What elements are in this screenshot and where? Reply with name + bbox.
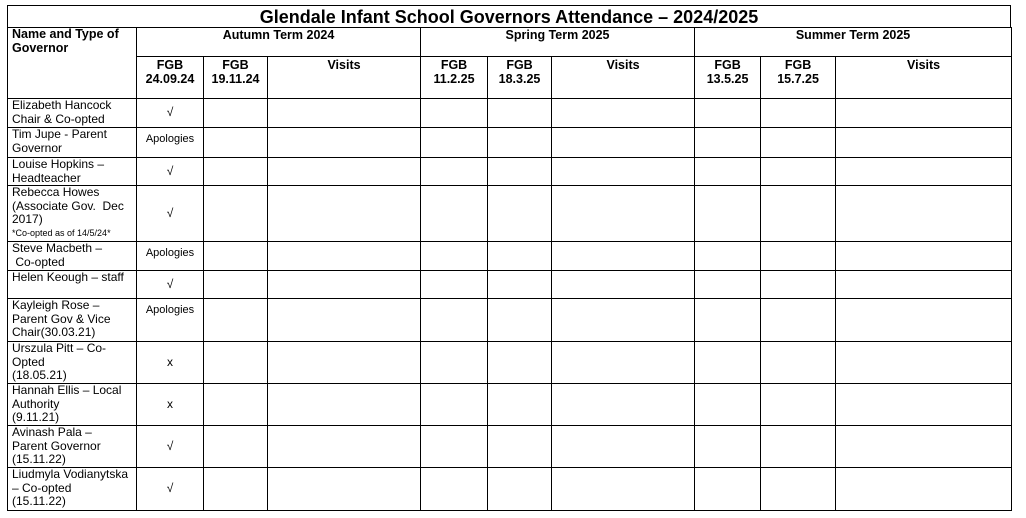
empty-cell: [836, 384, 1012, 426]
governor-name-line: (18.05.21): [12, 368, 67, 382]
empty-cell: [695, 271, 761, 299]
table-row: [8, 384, 1012, 426]
meeting-header: [488, 57, 552, 99]
term-header-autumn: Autumn Term 2024: [137, 28, 421, 57]
term-header-summer: Summer Term 2025: [695, 28, 1012, 57]
attendance-mark: x: [137, 342, 204, 384]
table-row: [8, 426, 1012, 468]
governor-name-cell: [8, 468, 137, 511]
table-row: [8, 158, 1012, 186]
empty-cell: [836, 342, 1012, 384]
empty-cell: [421, 186, 488, 242]
empty-cell: [488, 271, 552, 299]
empty-cell: [552, 99, 695, 128]
empty-cell: [695, 468, 761, 511]
governor-name-line: Chair(30.03.21): [12, 325, 96, 339]
governor-name-cell: [8, 128, 137, 158]
empty-cell: [488, 384, 552, 426]
empty-cell: [836, 426, 1012, 468]
empty-cell: [552, 186, 695, 242]
governor-name-line: Louise Hopkins –: [12, 157, 105, 171]
empty-cell: [488, 426, 552, 468]
visits-header: Visits: [268, 57, 421, 99]
empty-cell: [204, 426, 268, 468]
governor-name-cell: [8, 271, 137, 299]
meeting-header: [204, 57, 268, 99]
empty-cell: [204, 384, 268, 426]
empty-cell: [761, 342, 836, 384]
attendance-mark: √: [137, 99, 204, 128]
meeting-header: [421, 57, 488, 99]
governor-name-line: – Co-opted: [12, 480, 72, 495]
attendance-mark: √: [137, 468, 204, 511]
governor-name-line: (Associate Gov. Dec: [12, 198, 124, 213]
governor-note: *Co-opted as of 14/5/24*: [12, 227, 111, 238]
empty-cell: [268, 299, 421, 342]
empty-cell: [488, 128, 552, 158]
empty-cell: [761, 99, 836, 128]
empty-cell: [761, 158, 836, 186]
empty-cell: [836, 299, 1012, 342]
empty-cell: [268, 158, 421, 186]
table-row: [8, 271, 1012, 299]
visits-header: Visits: [552, 57, 695, 99]
meeting-date-label: FGB 24.09.24: [145, 58, 195, 86]
empty-cell: [421, 99, 488, 128]
governor-name-cell: [8, 242, 137, 271]
empty-cell: [552, 299, 695, 342]
governor-name-line: Opted: [12, 354, 45, 369]
empty-cell: [421, 468, 488, 511]
meeting-header: [137, 57, 204, 99]
empty-cell: [761, 426, 836, 468]
empty-cell: [552, 271, 695, 299]
empty-cell: [552, 128, 695, 158]
meeting-date-label: FGB 13.5.25: [706, 58, 749, 86]
meeting-header: [695, 57, 761, 99]
governor-name-line: Hannah Ellis – Local: [12, 383, 122, 397]
term-header-row: [8, 28, 1012, 57]
governor-name-cell: [8, 186, 137, 242]
governor-name-line: Authority: [12, 396, 60, 411]
visits-header: Visits: [836, 57, 1012, 99]
empty-cell: [204, 342, 268, 384]
governor-name-cell: [8, 384, 137, 426]
empty-cell: [695, 242, 761, 271]
empty-cell: [421, 271, 488, 299]
meeting-date-label: FGB 18.3.25: [498, 58, 541, 86]
governor-name-line: Elizabeth Hancock: [12, 98, 112, 112]
empty-cell: [552, 158, 695, 186]
empty-cell: [695, 99, 761, 128]
meeting-header-row: [8, 57, 1012, 99]
attendance-mark: √: [137, 271, 204, 299]
empty-cell: [421, 158, 488, 186]
empty-cell: [268, 242, 421, 271]
empty-cell: [761, 242, 836, 271]
attendance-mark: Apologies: [137, 299, 204, 342]
empty-cell: [836, 242, 1012, 271]
empty-cell: [268, 342, 421, 384]
empty-cell: [488, 99, 552, 128]
empty-cell: [268, 99, 421, 128]
empty-cell: [268, 186, 421, 242]
governor-name-line: Governor: [12, 140, 63, 155]
empty-cell: [552, 242, 695, 271]
empty-cell: [421, 342, 488, 384]
meeting-date-label: FGB 19.11.24: [211, 58, 260, 86]
governor-rows: [8, 99, 1012, 511]
empty-cell: [761, 128, 836, 158]
empty-cell: [552, 468, 695, 511]
empty-cell: [488, 468, 552, 511]
empty-cell: [204, 128, 268, 158]
empty-cell: [204, 186, 268, 242]
empty-cell: [836, 128, 1012, 158]
empty-cell: [268, 271, 421, 299]
empty-cell: [761, 468, 836, 511]
meeting-date-label: FGB 11.2.25: [433, 58, 475, 86]
table-row: [8, 342, 1012, 384]
empty-cell: [421, 426, 488, 468]
name-column-header: Name and Type of Governor: [8, 28, 137, 99]
document-title: Glendale Infant School Governors Attendance – 2024/2025: [7, 5, 1011, 27]
empty-cell: [552, 342, 695, 384]
empty-cell: [421, 128, 488, 158]
empty-cell: [421, 384, 488, 426]
meeting-date-label: FGB 15.7.25: [777, 58, 819, 86]
empty-cell: [204, 468, 268, 511]
governor-name-line: Urszula Pitt – Co-: [12, 341, 107, 355]
empty-cell: [268, 468, 421, 511]
governor-name-line: Co-opted: [12, 254, 65, 269]
table-row: [8, 186, 1012, 242]
empty-cell: [761, 299, 836, 342]
empty-cell: [836, 186, 1012, 242]
empty-cell: [488, 158, 552, 186]
term-header-spring: Spring Term 2025: [421, 28, 695, 57]
governor-name-line: (9.11.21): [12, 410, 60, 424]
attendance-mark: √: [137, 158, 204, 186]
governor-name-line: (15.11.22): [12, 452, 66, 466]
governor-name-line: Parent Gov & Vice: [12, 311, 111, 326]
empty-cell: [695, 384, 761, 426]
empty-cell: [836, 271, 1012, 299]
attendance-mark: x: [137, 384, 204, 426]
empty-cell: [488, 242, 552, 271]
governor-name-line: 2017): [12, 212, 43, 226]
empty-cell: [421, 299, 488, 342]
empty-cell: [695, 299, 761, 342]
empty-cell: [204, 299, 268, 342]
governor-name-cell: [8, 299, 137, 342]
empty-cell: [695, 158, 761, 186]
governor-name-line: Tim Jupe - Parent: [12, 127, 107, 141]
empty-cell: [695, 342, 761, 384]
empty-cell: [695, 128, 761, 158]
empty-cell: [488, 299, 552, 342]
governor-name-line: Steve Macbeth –: [12, 241, 103, 255]
governor-name-cell: [8, 158, 137, 186]
empty-cell: [695, 186, 761, 242]
governor-name-line: Helen Keough – staff: [12, 270, 124, 284]
governor-name-line: Kayleigh Rose –: [12, 298, 100, 312]
governor-name-line: Rebecca Howes: [12, 185, 100, 199]
empty-cell: [836, 158, 1012, 186]
empty-cell: [761, 271, 836, 299]
attendance-mark: √: [137, 426, 204, 468]
table-row: [8, 468, 1012, 511]
empty-cell: [488, 186, 552, 242]
governor-name-line: Headteacher: [12, 170, 81, 185]
governor-name-cell: [8, 426, 137, 468]
empty-cell: [268, 426, 421, 468]
empty-cell: [204, 99, 268, 128]
empty-cell: [695, 426, 761, 468]
empty-cell: [552, 384, 695, 426]
empty-cell: [836, 468, 1012, 511]
governor-name-line: Parent Governor: [12, 438, 101, 453]
table-row: [8, 242, 1012, 271]
table-row: [8, 99, 1012, 128]
empty-cell: [761, 186, 836, 242]
empty-cell: [204, 242, 268, 271]
empty-cell: [761, 384, 836, 426]
meeting-header: [761, 57, 836, 99]
empty-cell: [204, 271, 268, 299]
empty-cell: [268, 384, 421, 426]
empty-cell: [836, 99, 1012, 128]
empty-cell: [552, 426, 695, 468]
empty-cell: [421, 242, 488, 271]
governor-name-cell: [8, 99, 137, 128]
governor-name-line: Avinash Pala –: [12, 425, 92, 439]
table-row: [8, 128, 1012, 158]
empty-cell: [204, 158, 268, 186]
empty-cell: [488, 342, 552, 384]
governor-name-line: Chair & Co-opted: [12, 111, 105, 126]
table-row: [8, 299, 1012, 342]
governor-name-line: Liudmyla Vodianytska: [12, 467, 129, 481]
governor-name-line: (15.11.22): [12, 494, 66, 508]
attendance-mark: √: [137, 186, 204, 242]
empty-cell: [268, 128, 421, 158]
attendance-mark: Apologies: [137, 128, 204, 158]
attendance-table: [7, 27, 1012, 511]
governor-name-cell: [8, 342, 137, 384]
attendance-mark: Apologies: [137, 242, 204, 271]
